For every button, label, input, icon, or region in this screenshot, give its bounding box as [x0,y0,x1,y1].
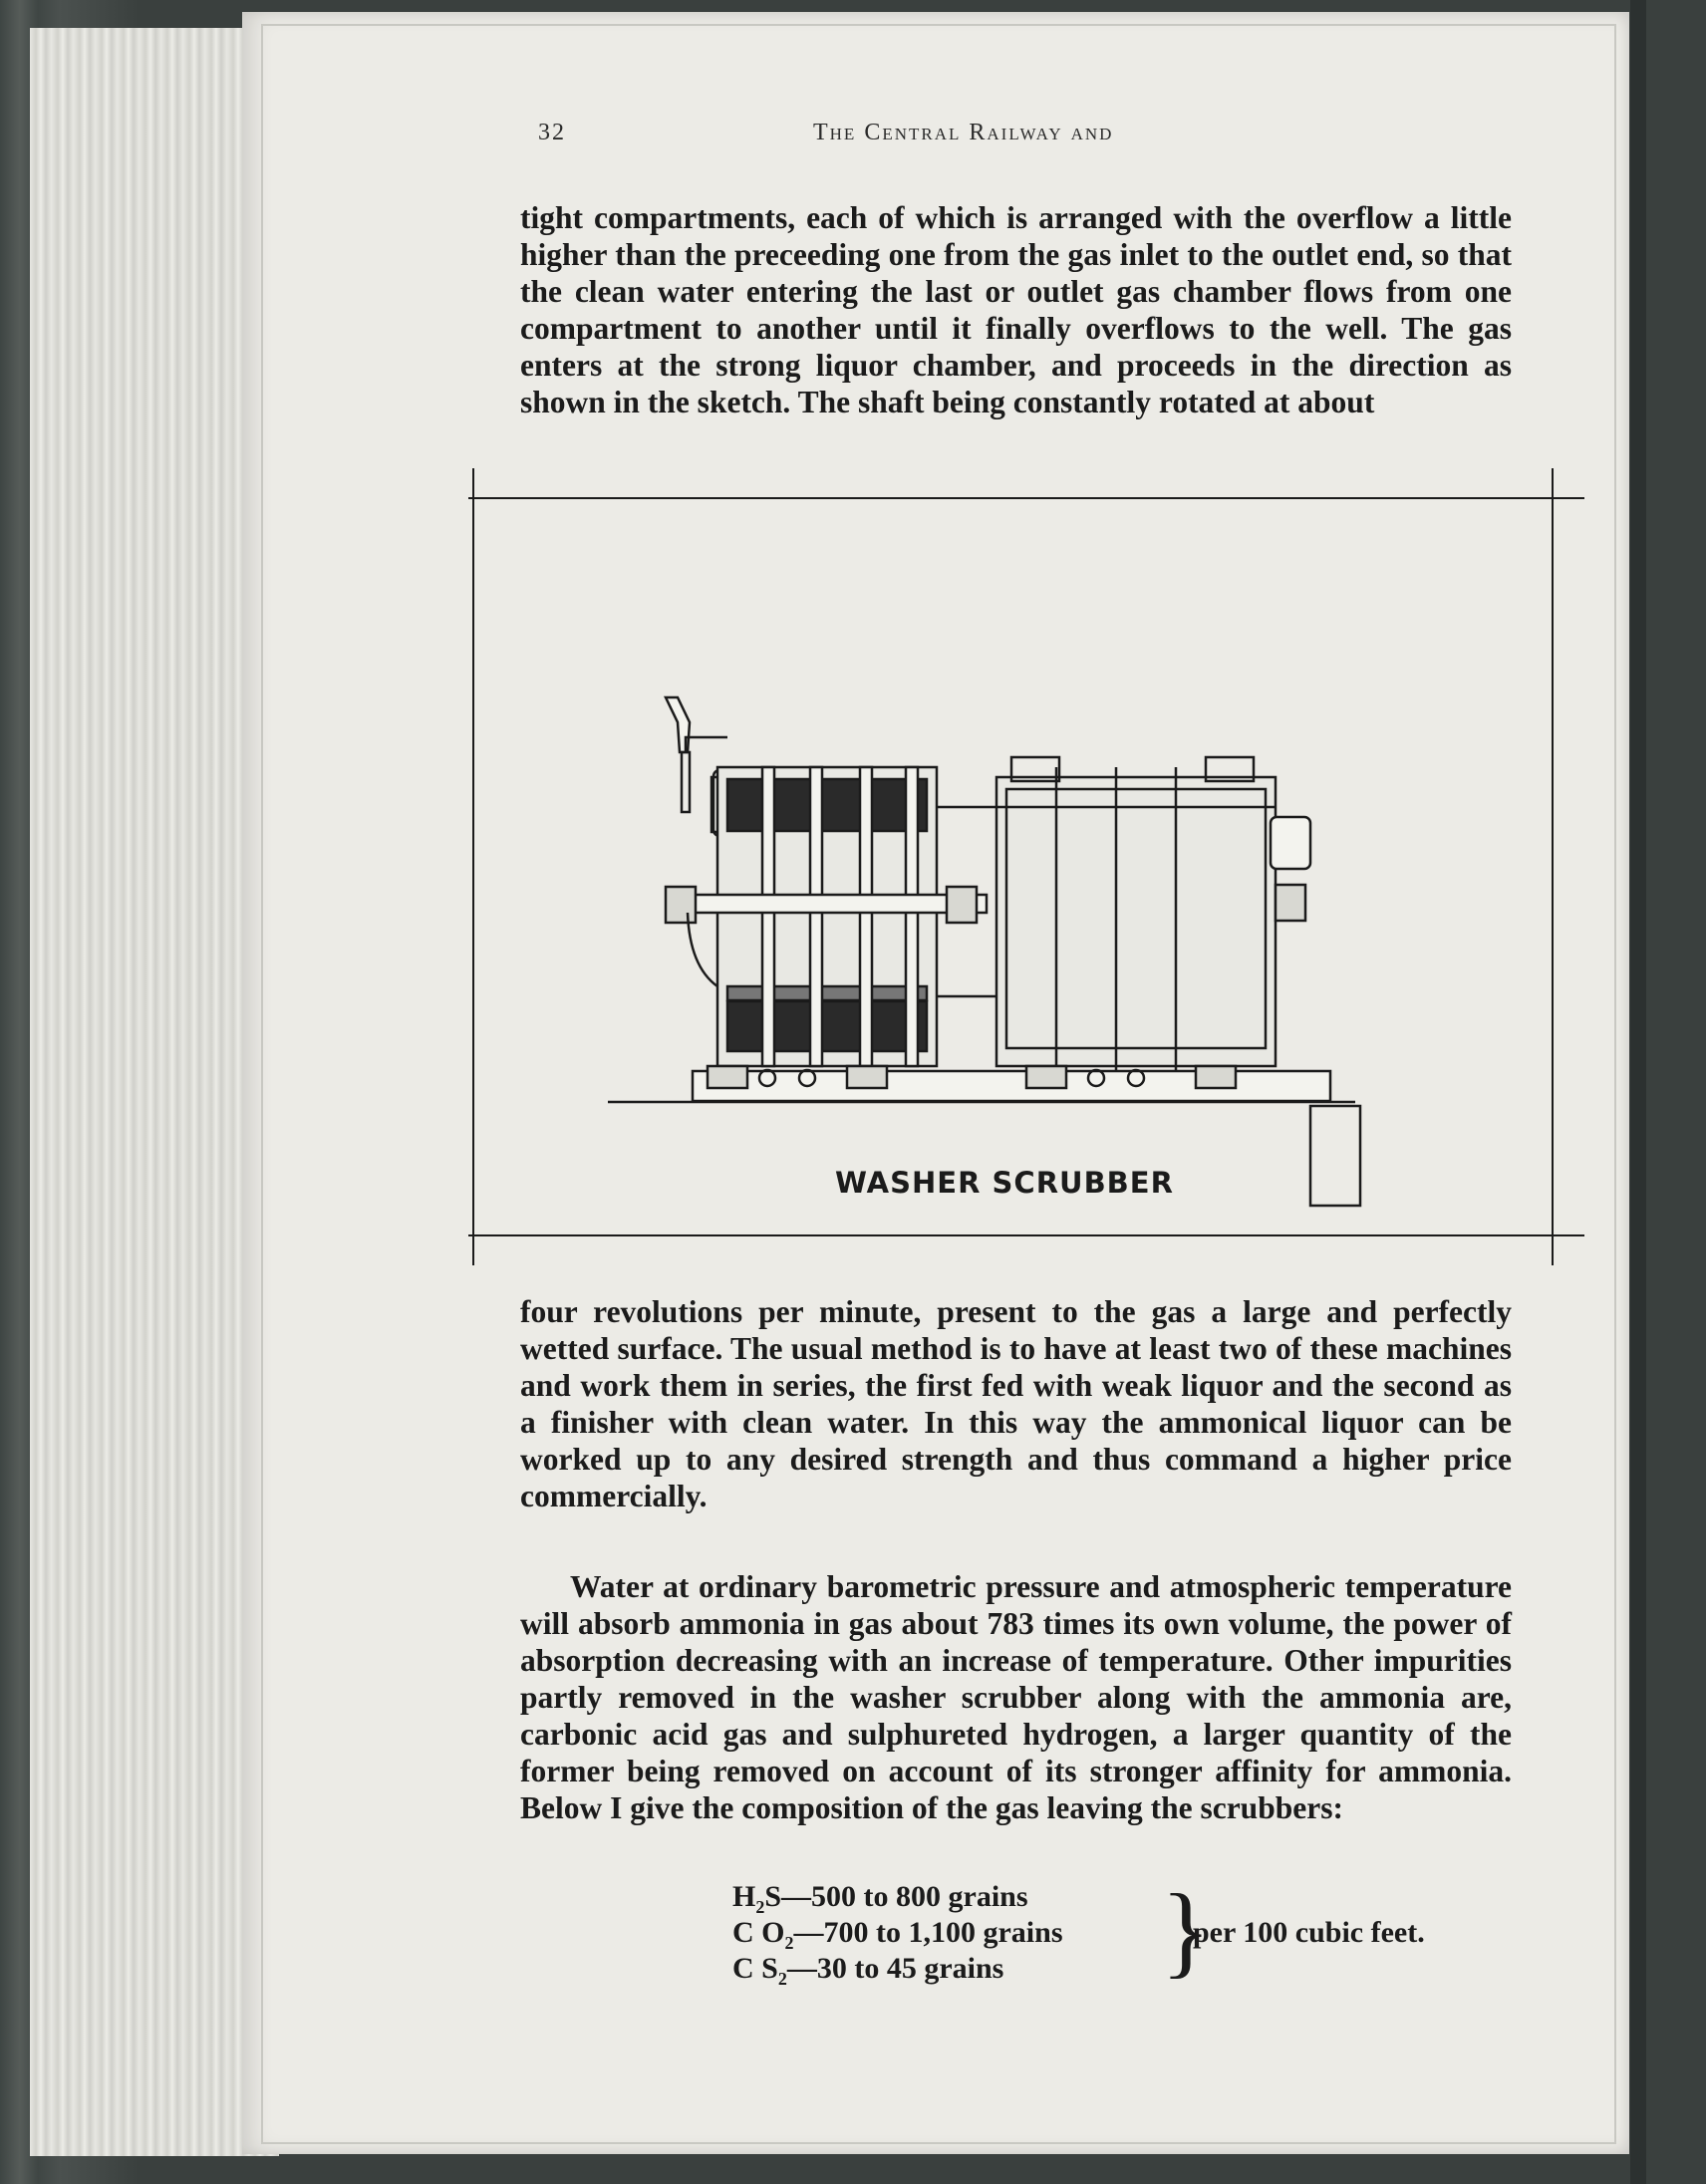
paragraph-water-text: Water at ordinary barometric pressure and atmospheric temperature will absorb ammonia in gas about 783 times its own volume, the power of absorption decreasing with an increase of temperature. Other impurities partly removed in the washer scrubber along with the ammonia are, carbonic acid gas and sulphureted hydrogen, a larger quantity of the former being removed on account of its stronger affinity for ammonia. Below I give the composition of the gas leaving the scrubbers: [520,1569,1512,1825]
figure-caption: WASHER SCRUBBER [835,1166,1174,1200]
paragraph-continued-text: four revolutions per minute, present to the gas a large and perfectly wetted surface. The usual method is to have at least two of these machines and work them in series, the first fed with weak liquor and the second as a finisher with clean water. In this way the ammonical liquor can be worked up to any desired strength and thus command a higher price commercially. [520,1294,1512,1513]
paragraph-continued [520,1293,1512,1514]
brace: } [1161,1873,1211,1988]
formula-subscript: 2 [777,1969,787,1989]
gas-composition [732,1873,1530,1991]
washer-scrubber-drawing [438,468,1594,1285]
running-title: The Central Railway and [813,120,1114,145]
composition-row-cs2 [732,1951,1003,1997]
amount: —700 to 1,100 grains [793,1916,1063,1949]
amount: —500 to 800 grains [781,1880,1028,1913]
formula: H [732,1880,756,1913]
formula: C O [732,1916,785,1949]
formula: C S [732,1952,778,1985]
page-number: 32 [538,120,566,145]
formula-rest: S [764,1880,782,1913]
paragraph-top-text: tight compartments, each of which is arranged with the overflow a little higher than the preceeding one from the gas inlet to the outlet end, so that the clean water entering the last or outlet gas chamber flows from one compartment to another until it finally overflows to the well. The gas enters at the strong liquor chamber, and proceeds in the direction as shown in the sketch. The shaft being constantly rotated at about [520,200,1512,419]
composition-unit: per 100 cubic feet. [1193,1916,1425,1949]
book-right-edge [1630,0,1646,2184]
paragraph-top [520,199,1512,420]
formula-subscript: 2 [755,1897,765,1917]
formula-subscript: 2 [784,1933,794,1953]
amount: —30 to 45 grains [786,1952,1004,1985]
washer-scrubber-figure [438,468,1594,1285]
paragraph-water [520,1568,1512,1826]
